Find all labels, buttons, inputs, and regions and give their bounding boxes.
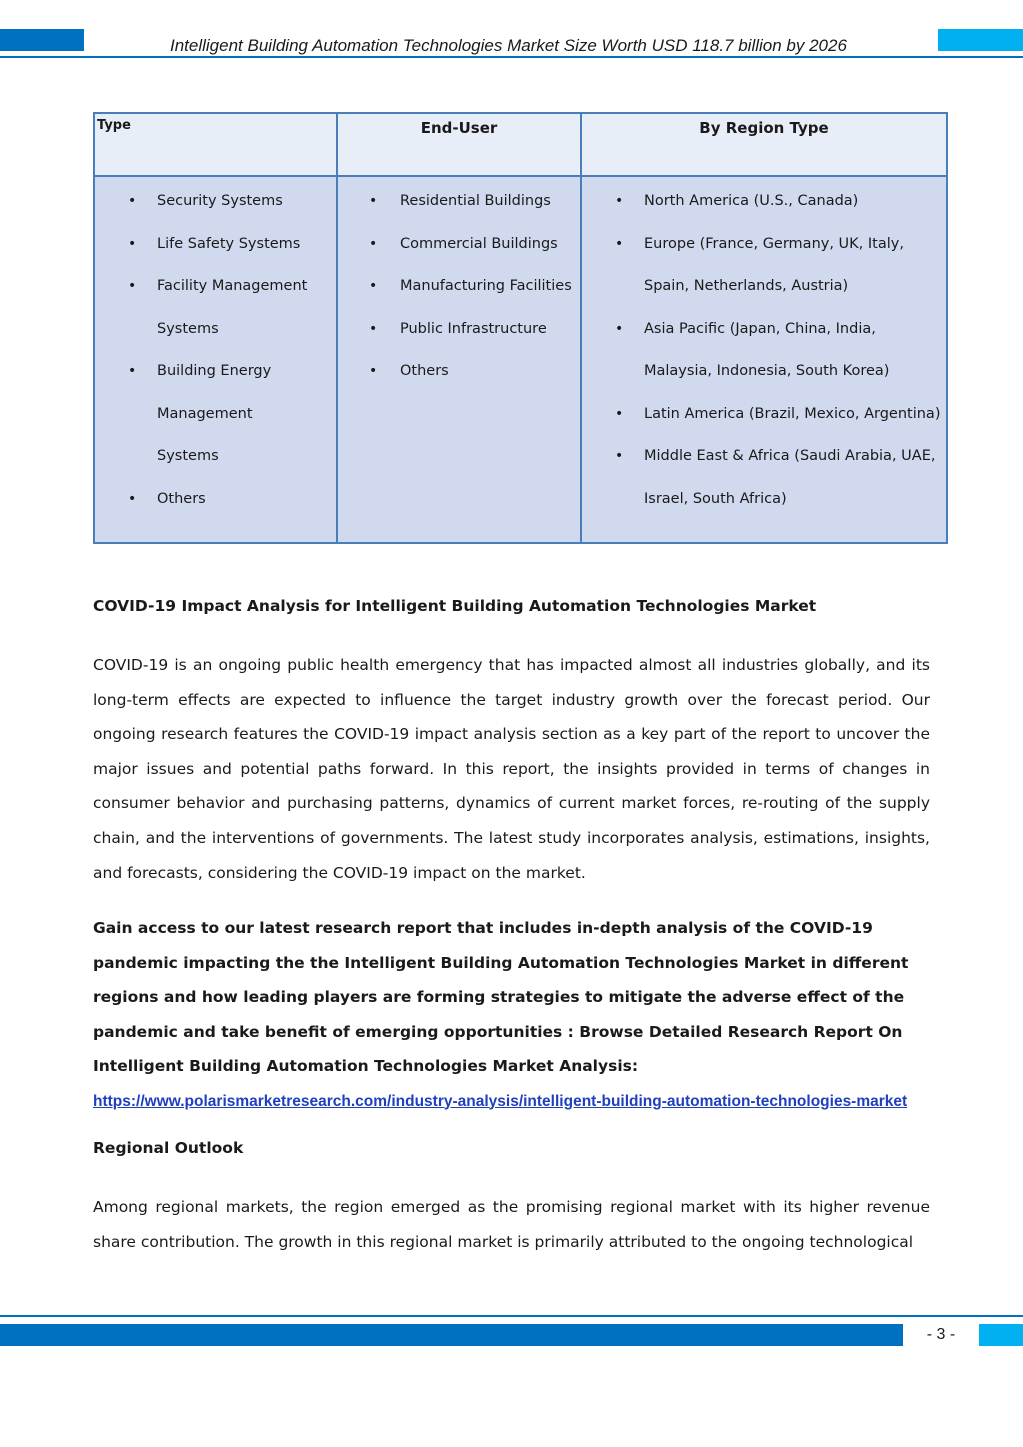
cta-paragraph <box>93 911 930 1119</box>
bullet-icon: • <box>615 448 624 464</box>
bullet-icon: • <box>128 235 137 252</box>
list-item: • Europe (France, Germany, UK, Italy, Spain, Netherlands, Austria) <box>582 223 946 308</box>
bullet-icon: • <box>369 278 378 294</box>
table-header-end-user: End-User <box>337 113 581 176</box>
cta-text: Gain access to our latest research report that includes in-depth analysis of the COVID-19 pandemic impacting the the Intelligent Building Automation Technologies Market in different regions and how leading players are forming strategies to mitigate the adverse effect of the pandemic and take benefit of emerging opportunities : Browse Detailed Research Report On Intelligent Building Automation Technologies Market Analysis: <box>93 919 909 1075</box>
bullet-icon: • <box>615 320 624 337</box>
bullet-icon: • <box>128 490 137 507</box>
list-item: • Facility Management Systems <box>95 265 336 350</box>
bullet-icon: • <box>369 193 378 209</box>
type-cell <box>94 176 337 543</box>
list-item: • Security Systems <box>95 180 336 223</box>
list-item: • Building Energy Management Systems <box>95 350 336 478</box>
regional-paragraph: Among regional markets, the region emerged as the promising regional market with its higher revenue share contribution. The growth in this regional market is primarily attributed to the ongoing technological <box>93 1198 930 1251</box>
end-user-cell <box>337 176 581 543</box>
bullet-icon: • <box>615 235 624 252</box>
header-accent-bar-left <box>0 29 84 51</box>
segmentation-table <box>93 112 948 544</box>
bullet-icon: • <box>128 193 137 209</box>
table-header-row <box>94 113 947 176</box>
header-rule <box>0 56 1023 58</box>
bullet-icon: • <box>615 405 624 422</box>
list-item: • Commercial Buildings <box>338 223 580 266</box>
end-user-list <box>338 177 580 393</box>
type-list <box>95 177 336 520</box>
footer-accent-bar-left <box>0 1324 903 1346</box>
list-item: • Life Safety Systems <box>95 223 336 266</box>
region-cell <box>581 176 947 543</box>
list-item: • Others <box>95 478 336 521</box>
footer-rule <box>0 1315 1023 1317</box>
bullet-icon: • <box>369 235 378 252</box>
bullet-icon: • <box>128 278 137 294</box>
covid-heading: COVID-19 Impact Analysis for Intelligent Building Automation Technologies Market <box>93 597 817 615</box>
covid-paragraph: COVID-19 is an ongoing public health emergency that has impacted almost all industries globally, and its long-term effects are expected to influence the target industry growth over the forecast period. Our ongoing research features the COVID-19 impact analysis section as a key part of the report to uncover the major issues and potential paths forward. In this report, the insights provided in terms of changes in consumer behavior and purchasing patterns, dynamics of current market forces, re-routing of the supply chain, and the interventions of governments. The latest study incorporates analysis, estimations, insights, and forecasts, considering the COVID-19 impact on the market. <box>93 656 930 882</box>
bullet-icon: • <box>369 320 378 337</box>
table-header-type: Type <box>94 113 337 176</box>
header-accent-bar-right <box>938 29 1023 51</box>
list-item: • Asia Pacific (Japan, China, India, Malaysia, Indonesia, South Korea) <box>582 308 946 393</box>
footer-accent-bar-right <box>979 1324 1023 1346</box>
region-list <box>582 177 946 520</box>
list-item: • Residential Buildings <box>338 180 580 223</box>
page-number: - 3 - <box>926 1326 956 1343</box>
report-link[interactable]: https://www.polarismarketresearch.com/industry-analysis/intelligent-building-automation-technologies-market <box>93 1092 908 1110</box>
list-item: • Middle East & Africa (Saudi Arabia, UAE, Israel, South Africa) <box>582 435 946 520</box>
table-header-region: By Region Type <box>581 113 947 176</box>
bullet-icon: • <box>128 363 137 379</box>
list-item: • Public Infrastructure <box>338 308 580 351</box>
list-item: • Manufacturing Facilities <box>338 265 580 308</box>
list-item: • Latin America (Brazil, Mexico, Argentina) <box>582 393 946 436</box>
bullet-icon: • <box>615 193 624 209</box>
header-title: Intelligent Building Automation Technologies Market Size Worth USD 118.7 billion by 2026 <box>170 36 847 55</box>
list-item: • North America (U.S., Canada) <box>582 180 946 223</box>
bullet-icon: • <box>369 363 378 379</box>
regional-heading: Regional Outlook <box>93 1139 244 1157</box>
table-body-row <box>94 176 947 543</box>
list-item: • Others <box>338 350 580 393</box>
